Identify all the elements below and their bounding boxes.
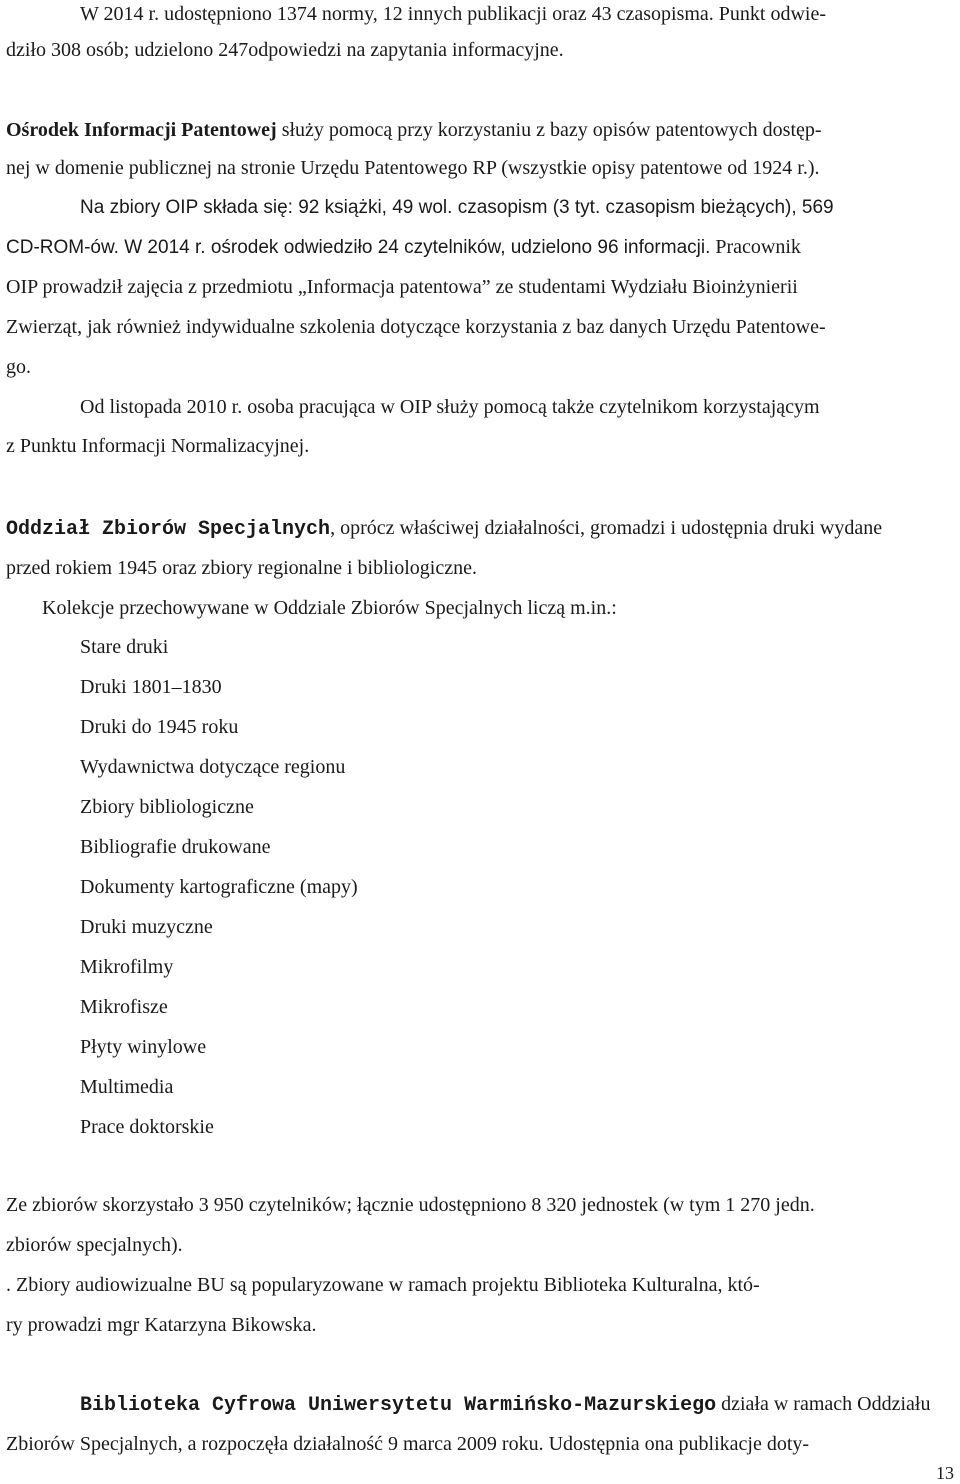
page-number: 13 [936,1463,954,1483]
paragraph-line: OIP prowadził zajęcia z przedmiotu „Informacja patentowa” ze studentami Wydziału Bioinżynierii [6,276,798,298]
paragraph-line: zbiorów specjalnych). [6,1234,183,1256]
collection-name: Druki muzyczne [80,916,213,938]
paragraph-line [6,516,882,542]
paragraph-line: W 2014 r. udostępniono 1374 normy, 12 innych publikacji oraz 43 czasopisma. Punkt odwie- [80,3,826,25]
text-span: działa w ramach Oddziału [716,1393,931,1415]
collection-name: Stare druki [80,636,169,658]
paragraph-line [6,118,822,142]
paragraph-line [80,1392,930,1418]
collection-name: Zbiory bibliologiczne [80,796,254,818]
paragraph-line: Zbiorów Specjalnych, a rozpoczęła działalność 9 marca 2009 roku. Udostępnia ona publikacje doty- [6,1433,810,1455]
paragraph-line: ry prowadzi mgr Katarzyna Bikowska. [6,1314,317,1336]
paragraph-line: przed rokiem 1945 oraz zbiory regionalne i bibliologiczne. [6,557,477,579]
paragraph-line: Zwierząt, jak również indywidualne szkolenia dotyczące korzystania z baz danych Urzędu Patentowe- [6,316,826,338]
collection-name: Mikrofilmy [80,956,174,978]
section-title-ozs: Oddział Zbiorów Specjalnych [6,518,331,541]
paragraph-line: Kolekcje przechowywane w Oddziale Zbiorów Specjalnych liczą m.in.: [42,597,617,619]
paragraph-line: Ze zbiorów skorzystało 3 950 czytelników; łącznie udostępniono 8 320 jednostek (w tym 1 270 jedn. [6,1194,815,1216]
collection-name: Bibliografie drukowane [80,836,271,858]
paragraph-line: nej w domenie publicznej na stronie Urzędu Patentowego RP (wszystkie opisy patentowe od 1924 r.). [6,157,820,179]
paragraph-line: . Zbiory audiowizualne BU są popularyzowane w ramach projektu Biblioteka Kulturalna, któ- [6,1274,760,1296]
section-title-bc: Biblioteka Cyfrowa Uniwersytetu Warmińsko-Mazurskiego [80,1394,717,1417]
text-span: Pracownik [710,236,801,258]
collection-name: Prace doktorskie [80,1116,214,1138]
collection-name: Druki do 1945 roku [80,716,239,738]
collection-name: Druki 1801–1830 [80,676,222,698]
collection-name: Mikrofisze [80,996,168,1018]
collection-name: Płyty winylowe [80,1036,207,1058]
text-span: służy pomocą przy korzystaniu z bazy opisów patentowych dostęp- [276,119,822,141]
section-title-oip: Ośrodek Informacji Patentowej [6,119,277,141]
text-span: CD-ROM-ów. W 2014 r. ośrodek odwiedziło 24 czytelników, udzielono 96 informacji. [6,237,711,258]
paragraph-line: z Punktu Informacji Normalizacyjnej. [6,435,310,457]
paragraph-line: Od listopada 2010 r. osoba pracująca w OIP służy pomocą także czytelnikom korzystającym [80,396,820,418]
collection-name: Dokumenty kartograficzne (mapy) [80,876,358,898]
paragraph-line: go. [6,356,31,378]
collection-name: Multimedia [80,1076,174,1098]
text-span: , oprócz właściwej działalności, gromadzi i udostępnia druki wydane [330,517,883,539]
paragraph-line: dziło 308 osób; udzielono 247odpowiedzi na zapytania informacyjne. [6,39,564,61]
collection-name: Wydawnictwa dotyczące regionu [80,756,346,778]
paragraph-line: Na zbiory OIP składa się: 92 książki, 49 wol. czasopism (3 tyt. czasopism bieżących), 569 [80,197,834,218]
paragraph-line [6,235,801,260]
